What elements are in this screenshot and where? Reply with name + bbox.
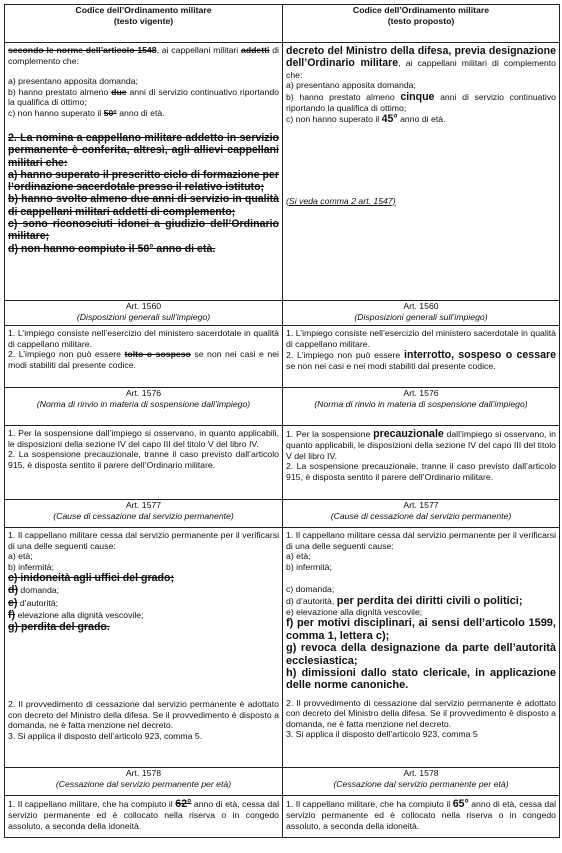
list-item: c) domanda; [286, 584, 335, 594]
paragraph: 1. Il cappellano militare cessa dal servizio permanente per il verificarsi di una delle seguenti cause: [286, 530, 556, 551]
paragraph: 3. Si applica il disposto dell’articolo 923, comma 5. [8, 730, 203, 741]
article-subtitle: (Cause di cessazione dal servizio permanente) [330, 510, 512, 521]
article-number: Art. 1576 [125, 388, 162, 398]
header-current-text [5, 5, 283, 43]
list-item [8, 584, 279, 596]
struck-text: due [111, 86, 127, 97]
text-fragment: 2. L’impiego non può essere [286, 350, 405, 360]
paragraph: 1. L’impiego consiste nell’esercizio del ministero sacerdotale in qualità di cappellano militare. [8, 328, 279, 349]
struck-list-item: c) inidoneità agli uffici del grado; [8, 572, 174, 584]
text-fragment: anni di servizio continuativo riportando la qualifica di ottimo; [8, 86, 279, 107]
bold-text: precauzionale [373, 428, 444, 440]
text-fragment: anno di età. [116, 107, 165, 118]
cross-reference-note: (Si veda comma 2 art. 1547) [286, 195, 396, 206]
proposed-text-cell [283, 796, 560, 838]
article-heading-row [5, 388, 560, 426]
paragraph [8, 796, 279, 831]
text-fragment: c) non hanno superato il [8, 107, 104, 118]
current-text-cell [5, 426, 283, 500]
text-fragment: 1. Il cappellano militare, che ha compiuto il [8, 799, 176, 809]
list-item [8, 609, 279, 621]
text-fragment: 1. Per la sospensione [286, 429, 374, 439]
struck-text: e) [8, 596, 18, 609]
article-number: Art. 1578 [125, 768, 162, 778]
current-text-cell [5, 528, 283, 768]
article-subtitle: (Norma di rinvio in materia di sospensione dall’impiego) [36, 398, 251, 409]
text-fragment: c) non hanno superato il [286, 114, 382, 125]
list-item [286, 113, 556, 125]
article-heading-row [5, 301, 560, 326]
article-heading-right [283, 768, 560, 796]
text-fragment: domanda; [18, 585, 60, 596]
proposed-text-cell [283, 326, 560, 388]
text-fragment: b) hanno prestato almeno [286, 91, 401, 102]
text-fragment: d’autorità; [17, 597, 58, 608]
article-subtitle: (Disposizioni generali sull’impiego) [354, 311, 488, 322]
article-heading-left [5, 768, 283, 796]
header-right-title: Codice dell’Ordinamento militare [352, 5, 490, 15]
list-item: a) presentano apposita domanda; [8, 76, 138, 86]
article-heading-right [283, 500, 560, 528]
article-subtitle: (Cessazione dal servizio permanente per età) [333, 778, 509, 789]
bold-list-item: f) per motivi disciplinari, ai sensi dell’articolo 1599, comma 1, lettera c); [286, 617, 556, 642]
struck-paragraph: d) non hanno compiuto il 50° anno di età. [8, 242, 216, 255]
struck-text: 62° [175, 798, 192, 810]
struck-paragraph: 2. La nomina a cappellano militare addetto in servizio permanente è conferita, altresì, agli allievi cappellani militari che: [8, 132, 279, 169]
table-row [5, 528, 560, 768]
bold-text: interrotto, sospeso o cessare [404, 349, 556, 361]
bold-list-item: g) revoca della designazione da parte dell’autorità ecclesiastica; [286, 642, 556, 667]
text-fragment: di complemento che: [8, 45, 279, 66]
proposed-text-cell [283, 528, 560, 768]
struck-paragraph: b) hanno svolto almeno due anni di servizio in qualità di cappellani militari addetti di complemento; [8, 193, 279, 218]
struck-text: d) [8, 584, 18, 597]
article-subtitle: (Cause di cessazione dal servizio permanente) [53, 510, 234, 521]
struck-paragraph: c) sono riconosciuti idonei a giudizio dell’Ordinario militare; [8, 218, 279, 243]
list-item [286, 91, 556, 114]
list-item [8, 597, 279, 609]
article-number: Art. 1577 [403, 500, 439, 510]
text-fragment: d) d’autorità, [286, 595, 337, 606]
bold-text: 65° [452, 798, 469, 810]
list-item: a) età; [8, 551, 33, 561]
proposed-text-cell [283, 426, 560, 500]
article-subtitle: (Norma di rinvio in materia di sospensione dall’impiego) [314, 398, 528, 409]
current-text-cell [5, 43, 283, 301]
article-heading-left [5, 500, 283, 528]
paragraph [286, 349, 556, 372]
table-row [5, 796, 560, 838]
bold-list-item: h) dimissioni dallo stato clericale, in applicazione delle norme canoniche. [286, 667, 556, 692]
list-item: a) presentano apposita domanda; [286, 80, 416, 91]
paragraph: 2. Il provvedimento di cessazione dal servizio permanente è adottato con decreto del Ministro della difesa. Se il provvedimento è disposto a domanda, ne è fatta menzione nel decreto. [8, 699, 279, 731]
paragraph [286, 796, 556, 831]
table-header-row [5, 5, 560, 43]
struck-text: secondo le norme dell’articolo 1548 [8, 45, 157, 55]
current-text-cell [5, 796, 283, 838]
bold-text: cinque [400, 90, 435, 103]
article-number: Art. 1560 [125, 301, 162, 311]
list-item [8, 87, 279, 108]
struck-text: tolto o sospeso [124, 349, 191, 359]
paragraph [8, 349, 279, 370]
table-row [5, 426, 560, 500]
paragraph: 3. Si applica il disposto dell’articolo 923, comma 5 [286, 729, 478, 740]
struck-text: 50° [103, 107, 117, 118]
paragraph [286, 426, 556, 461]
text-fragment: 2. L’impiego non può essere [8, 349, 125, 359]
text-fragment: 1. Il cappellano militare, che ha compiuto il [286, 799, 453, 809]
article-number: Art. 1578 [403, 768, 439, 778]
proposed-text-cell [283, 43, 560, 301]
struck-text: addetti [240, 45, 270, 55]
article-number: Art. 1577 [125, 500, 162, 510]
current-text-cell [5, 326, 283, 388]
list-item: a) età; [286, 551, 311, 561]
article-heading-right [283, 388, 560, 426]
text-fragment: elevazione alla dignità vescovile; [15, 609, 144, 620]
text-fragment: anni di servizio continuativo riportando la qualifica di ottimo; [286, 91, 556, 113]
struck-list-item: g) perdita del grado. [8, 621, 110, 634]
text-fragment: se non nei casi e nei modi stabiliti dal presente codice. [286, 361, 496, 372]
list-item [286, 595, 556, 607]
article-subtitle: (Disposizioni generali sull’impiego) [76, 311, 211, 322]
text-fragment: , ai cappellani militari [156, 45, 241, 55]
list-item: b) infermità; [8, 561, 54, 572]
article-number: Art. 1576 [403, 388, 439, 398]
list-item: e) elevazione alla dignità vescovile; [286, 606, 423, 617]
article-heading-left [5, 388, 283, 426]
paragraph: 1. Per la sospensione dall’impiego si osservano, in quanto applicabili, le disposizioni della sezione IV del capo III del titolo V del libro IV. [8, 428, 279, 449]
text-fragment: b) hanno prestato almeno [8, 86, 112, 97]
text-fragment: anno di età, cessa dal servizio permanente ed è collocato nella riserva o in congedo assoluto, a seconda della idoneità. [286, 799, 557, 831]
struck-text: f) [8, 608, 16, 621]
article-subtitle: (Cessazione dal servizio permanente per età) [55, 778, 232, 789]
list-item: b) infermità; [286, 561, 332, 572]
bold-text: 45° [381, 113, 398, 126]
text-fragment: dall’impiego si osservano, in quanto applicabili, le disposizioni della sezione IV del capo III del titolo V del libro IV. [286, 429, 556, 461]
article-heading-row [5, 768, 560, 796]
paragraph: 2. La sospensione precauzionale, tranne il caso previsto dall’articolo 915, è disposta sentito il parere dell’Ordinario militare. [286, 461, 556, 482]
table-row [5, 43, 560, 301]
bold-text: per perdita dei diritti civili o politici; [336, 594, 523, 607]
article-heading-right [283, 301, 560, 326]
paragraph: 1. L’impiego consiste nell’esercizio del ministero sacerdotale in qualità di cappellano militare. [286, 328, 556, 349]
bold-text: decreto del Ministro della difesa, previa designazione dell’Ordinario militare [286, 45, 556, 70]
text-fragment: se non nei casi e nei modi stabiliti dal presente codice. [8, 349, 279, 370]
text-fragment: anno di età, cessa dal servizio permanente ed è collocato nella riserva o in congedo assoluto, a seconda della idoneità. [8, 799, 279, 831]
article-heading-row [5, 500, 560, 528]
struck-paragraph: a) hanno superato il prescritto ciclo di formazione per l’ordinazione sacerdotale presso il relativo istituto; [8, 168, 279, 194]
text-fragment: anno di età. [397, 114, 446, 125]
comparison-table [4, 4, 560, 838]
header-right-subtitle: (testo proposto) [387, 15, 455, 26]
paragraph: 2. Il provvedimento di cessazione dal servizio permanente è adottato con decreto del Ministro della difesa. Se il provvedimento è disposto a domanda, ne è fatta menzione nel decreto. [286, 697, 556, 729]
article-number: Art. 1560 [403, 301, 439, 311]
table-row [5, 326, 560, 388]
paragraph: 1. Il cappellano militare cessa dal servizio permanente per il verificarsi di una delle seguenti cause: [8, 530, 279, 551]
list-item [8, 108, 279, 119]
header-left-subtitle: (testo vigente) [113, 15, 174, 26]
header-left-title: Codice dell’Ordinamento militare [75, 5, 212, 15]
header-proposed-text [283, 5, 560, 43]
paragraph: 2. La sospensione precauzionale, tranne il caso previsto dall’articolo 915, è disposta sentito il parere dell’Ordinario militare. [8, 449, 279, 470]
article-heading-left [5, 301, 283, 326]
text-fragment: , ai cappellani militari di complemento che: [286, 58, 556, 80]
